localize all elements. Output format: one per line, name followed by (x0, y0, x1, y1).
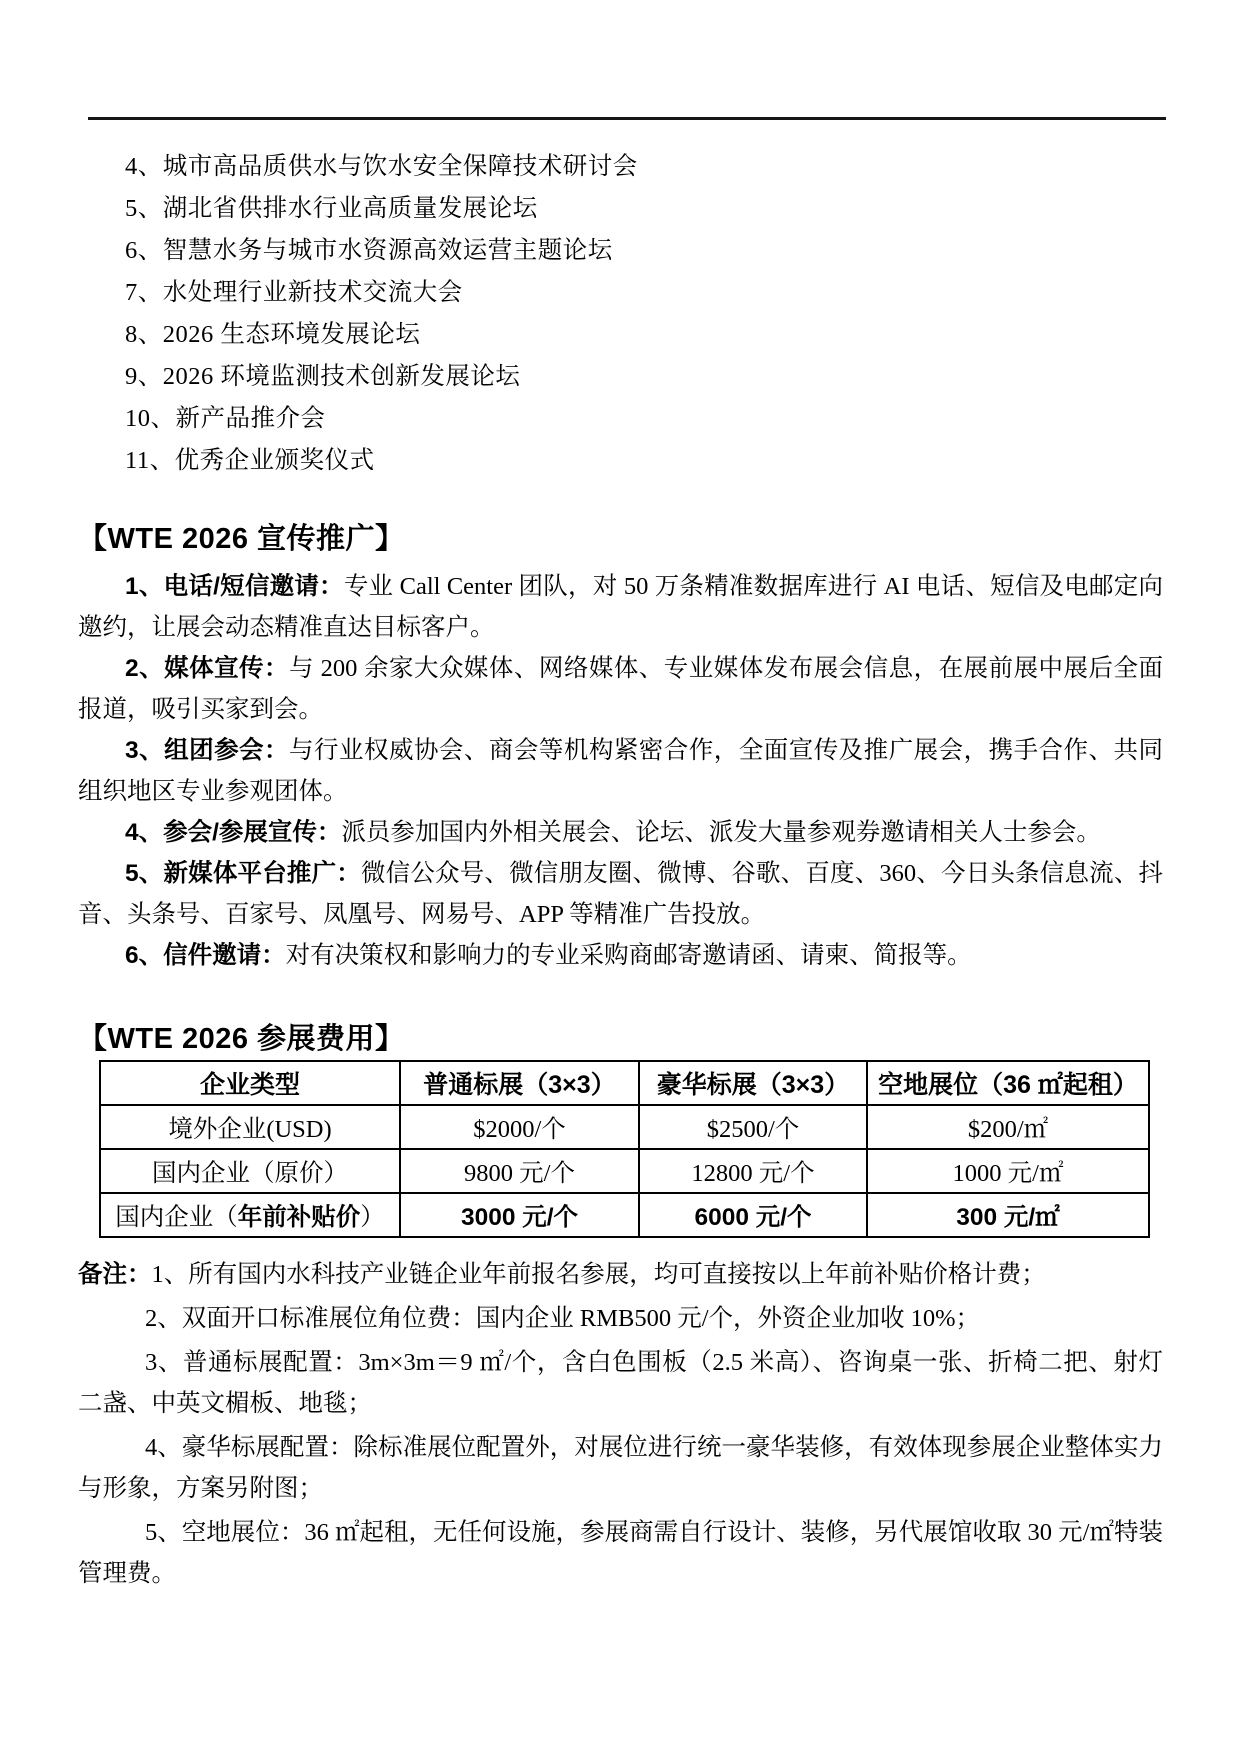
cell-space-price: 300 元/㎡ (867, 1193, 1149, 1237)
note-item (78, 1254, 1163, 1295)
promo-item (78, 730, 1163, 812)
list-item: 5、湖北省供排水行业高质量发展论坛 (125, 195, 538, 222)
activities-list (78, 146, 1163, 482)
promo-item (78, 566, 1163, 648)
notes-label: 备注： (78, 1261, 152, 1288)
promo-item (78, 812, 1163, 853)
list-item: 8、2026 生态环境发展论坛 (125, 321, 421, 348)
list-item: 11、优秀企业颁奖仪式 (125, 447, 375, 474)
note-text: 1、所有国内水科技产业链企业年前报名参展，均可直接按以上年前补贴价格计费； (151, 1261, 1046, 1288)
promo-item-label: 1、电话/短信邀请： (125, 573, 344, 600)
list-item: 4、城市高品质供水与饮水安全保障技术研讨会 (125, 153, 638, 180)
list-item: 10、新产品推介会 (125, 405, 326, 432)
table-row (100, 1193, 1149, 1237)
promo-item (78, 853, 1163, 935)
cell-deluxe-price: 6000 元/个 (639, 1193, 867, 1237)
cell-bold-fragment: 年前补贴价 (237, 1203, 361, 1231)
notes-block (78, 1254, 1163, 1594)
promo-item-label: 2、媒体宣传： (125, 655, 290, 682)
cell-deluxe-price: 12800 元/个 (639, 1149, 867, 1193)
promotion-items (78, 566, 1163, 976)
cell-company-type: 国内企业（原价） (100, 1149, 400, 1193)
promo-item-label: 3、组团参会： (125, 737, 290, 764)
promo-item-label: 4、参会/参展宣传： (125, 819, 342, 846)
header-deluxe-booth: 豪华标展（3×3） (639, 1061, 867, 1105)
promo-item (78, 648, 1163, 730)
cell-deluxe-price: $2500/个 (639, 1105, 867, 1149)
list-item: 6、智慧水务与城市水资源高效运营主题论坛 (125, 237, 613, 264)
list-item: 7、水处理行业新技术交流大会 (125, 279, 463, 306)
list-item: 9、2026 环境监测技术创新发展论坛 (125, 363, 521, 390)
note-item: 4、豪华标展配置：除标准展位配置外，对展位进行统一豪华装修，有效体现参展企业整体实力与形象，方案另附图； (78, 1434, 1163, 1502)
header-company-type: 企业类型 (100, 1061, 400, 1105)
fees-table (99, 1060, 1150, 1238)
promotion-section-title: 【WTE 2026 宣传推广】 (78, 523, 405, 555)
table-row (100, 1105, 1149, 1149)
table-row (100, 1149, 1149, 1193)
promo-item-text: 微信公众号、微信朋友圈、微博、谷歌、百度、360、今日头条信息流、抖音、头条号、百家号、凤凰号、网易号、APP 等精准广告投放。 (78, 860, 1164, 928)
note-item: 2、双面开口标准展位角位费：国内企业 RMB500 元/个，外资企业加收 10%； (145, 1305, 981, 1332)
promo-item-text: 派员参加国内外相关展会、论坛、派发大量参观券邀请相关人士参会。 (341, 819, 1101, 846)
promo-item-label: 5、新媒体平台推广： (125, 860, 361, 887)
cell-space-price: $200/㎡ (867, 1105, 1149, 1149)
header-raw-space: 空地展位（36 ㎡起租） (867, 1061, 1149, 1105)
header-standard-booth: 普通标展（3×3） (400, 1061, 639, 1105)
table-header-row (100, 1061, 1149, 1105)
cell-standard-price: $2000/个 (400, 1105, 639, 1149)
cell-text-fragment: 国内企业（ (115, 1203, 238, 1231)
page-header-rule (88, 117, 1166, 120)
cell-text-fragment: ） (360, 1203, 385, 1231)
promo-item-text: 专业 Call Center 团队，对 50 万条精准数据库进行 AI 电话、短信及电邮定向邀约，让展会动态精准直达目标客户。 (78, 573, 1164, 641)
cell-space-price: 1000 元/㎡ (867, 1149, 1149, 1193)
promo-item (78, 935, 1163, 976)
note-item: 5、空地展位：36 ㎡起租，无任何设施，参展商需自行设计、装修，另代展馆收取 30 元/㎡特装管理费。 (78, 1519, 1163, 1587)
promo-item-text: 对有决策权和影响力的专业采购商邮寄邀请函、请柬、简报等。 (285, 942, 972, 969)
cell-standard-price: 9800 元/个 (400, 1149, 639, 1193)
cell-standard-price: 3000 元/个 (400, 1193, 639, 1237)
page-content (78, 146, 1163, 1597)
promo-item-label: 6、信件邀请： (125, 942, 286, 969)
cell-company-type (100, 1193, 400, 1237)
note-item: 3、普通标展配置：3m×3m＝9 ㎡/个，含白色围板（2.5 米高）、咨询桌一张、折椅二把、射灯二盏、中英文楣板、地毯； (78, 1349, 1163, 1417)
promo-item-text: 与 200 余家大众媒体、网络媒体、专业媒体发布展会信息，在展前展中展后全面报道，吸引买家到会。 (78, 655, 1163, 723)
fees-section-title: 【WTE 2026 参展费用】 (78, 1023, 405, 1055)
cell-company-type: 境外企业(USD) (100, 1105, 400, 1149)
promo-item-text: 与行业权威协会、商会等机构紧密合作，全面宣传及推广展会，携手合作、共同组织地区专业参观团体。 (78, 737, 1163, 805)
